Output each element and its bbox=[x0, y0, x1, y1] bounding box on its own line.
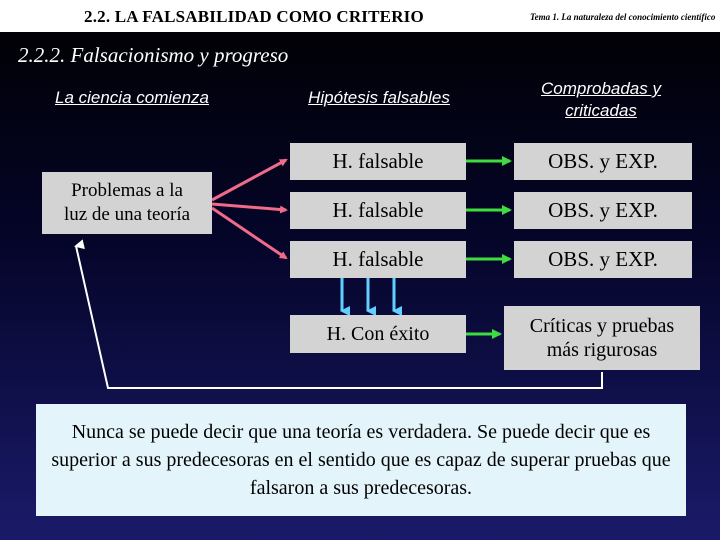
arrow-problems-to-hypothesis-1 bbox=[212, 160, 286, 200]
observation-box-3: OBS. y EXP. bbox=[514, 241, 692, 278]
column-heading-tested-line1: Comprobadas y bbox=[540, 79, 661, 98]
column-heading-start: La ciencia comienza bbox=[54, 88, 210, 107]
arrow-problems-to-hypothesis-2 bbox=[212, 204, 286, 210]
header-topic: Tema 1. La naturaleza del conocimiento científico bbox=[530, 12, 716, 22]
criticism-box bbox=[504, 306, 700, 370]
problems-line1: Problemas a la bbox=[71, 180, 183, 201]
criticism-line2: más rigurosas bbox=[546, 339, 658, 361]
hypothesis-box-3: H. falsable bbox=[290, 241, 466, 278]
observation-box-2: OBS. y EXP. bbox=[514, 192, 692, 229]
header-title: 2.2. LA FALSABILIDAD COMO CRITERIO bbox=[84, 7, 424, 26]
conclusion-box bbox=[36, 404, 686, 516]
conclusion-text: Nunca se puede decir que una teoría es verdadera. Se puede decir que es superior a sus predecesoras en el sentido que es capaz de superar pruebas que falsaron a sus predecesoras. bbox=[51, 421, 671, 499]
column-heading-tested-line2: criticadas bbox=[565, 101, 637, 120]
column-heading-hypotheses: Hipótesis falsables bbox=[308, 88, 450, 107]
hypothesis-box-1: H. falsable bbox=[290, 143, 466, 180]
problems-box bbox=[42, 172, 212, 234]
hypothesis-box-2: H. falsable bbox=[290, 192, 466, 229]
problems-line2: luz de una teoría bbox=[63, 204, 191, 225]
observation-box-1: OBS. y EXP. bbox=[514, 143, 692, 180]
criticism-line1: Críticas y pruebas bbox=[529, 315, 675, 337]
arrow-problems-to-hypothesis-3 bbox=[212, 208, 286, 258]
success-box: H. Con éxito bbox=[290, 315, 466, 353]
section-subtitle: 2.2.2. Falsacionismo y progreso bbox=[18, 43, 289, 67]
